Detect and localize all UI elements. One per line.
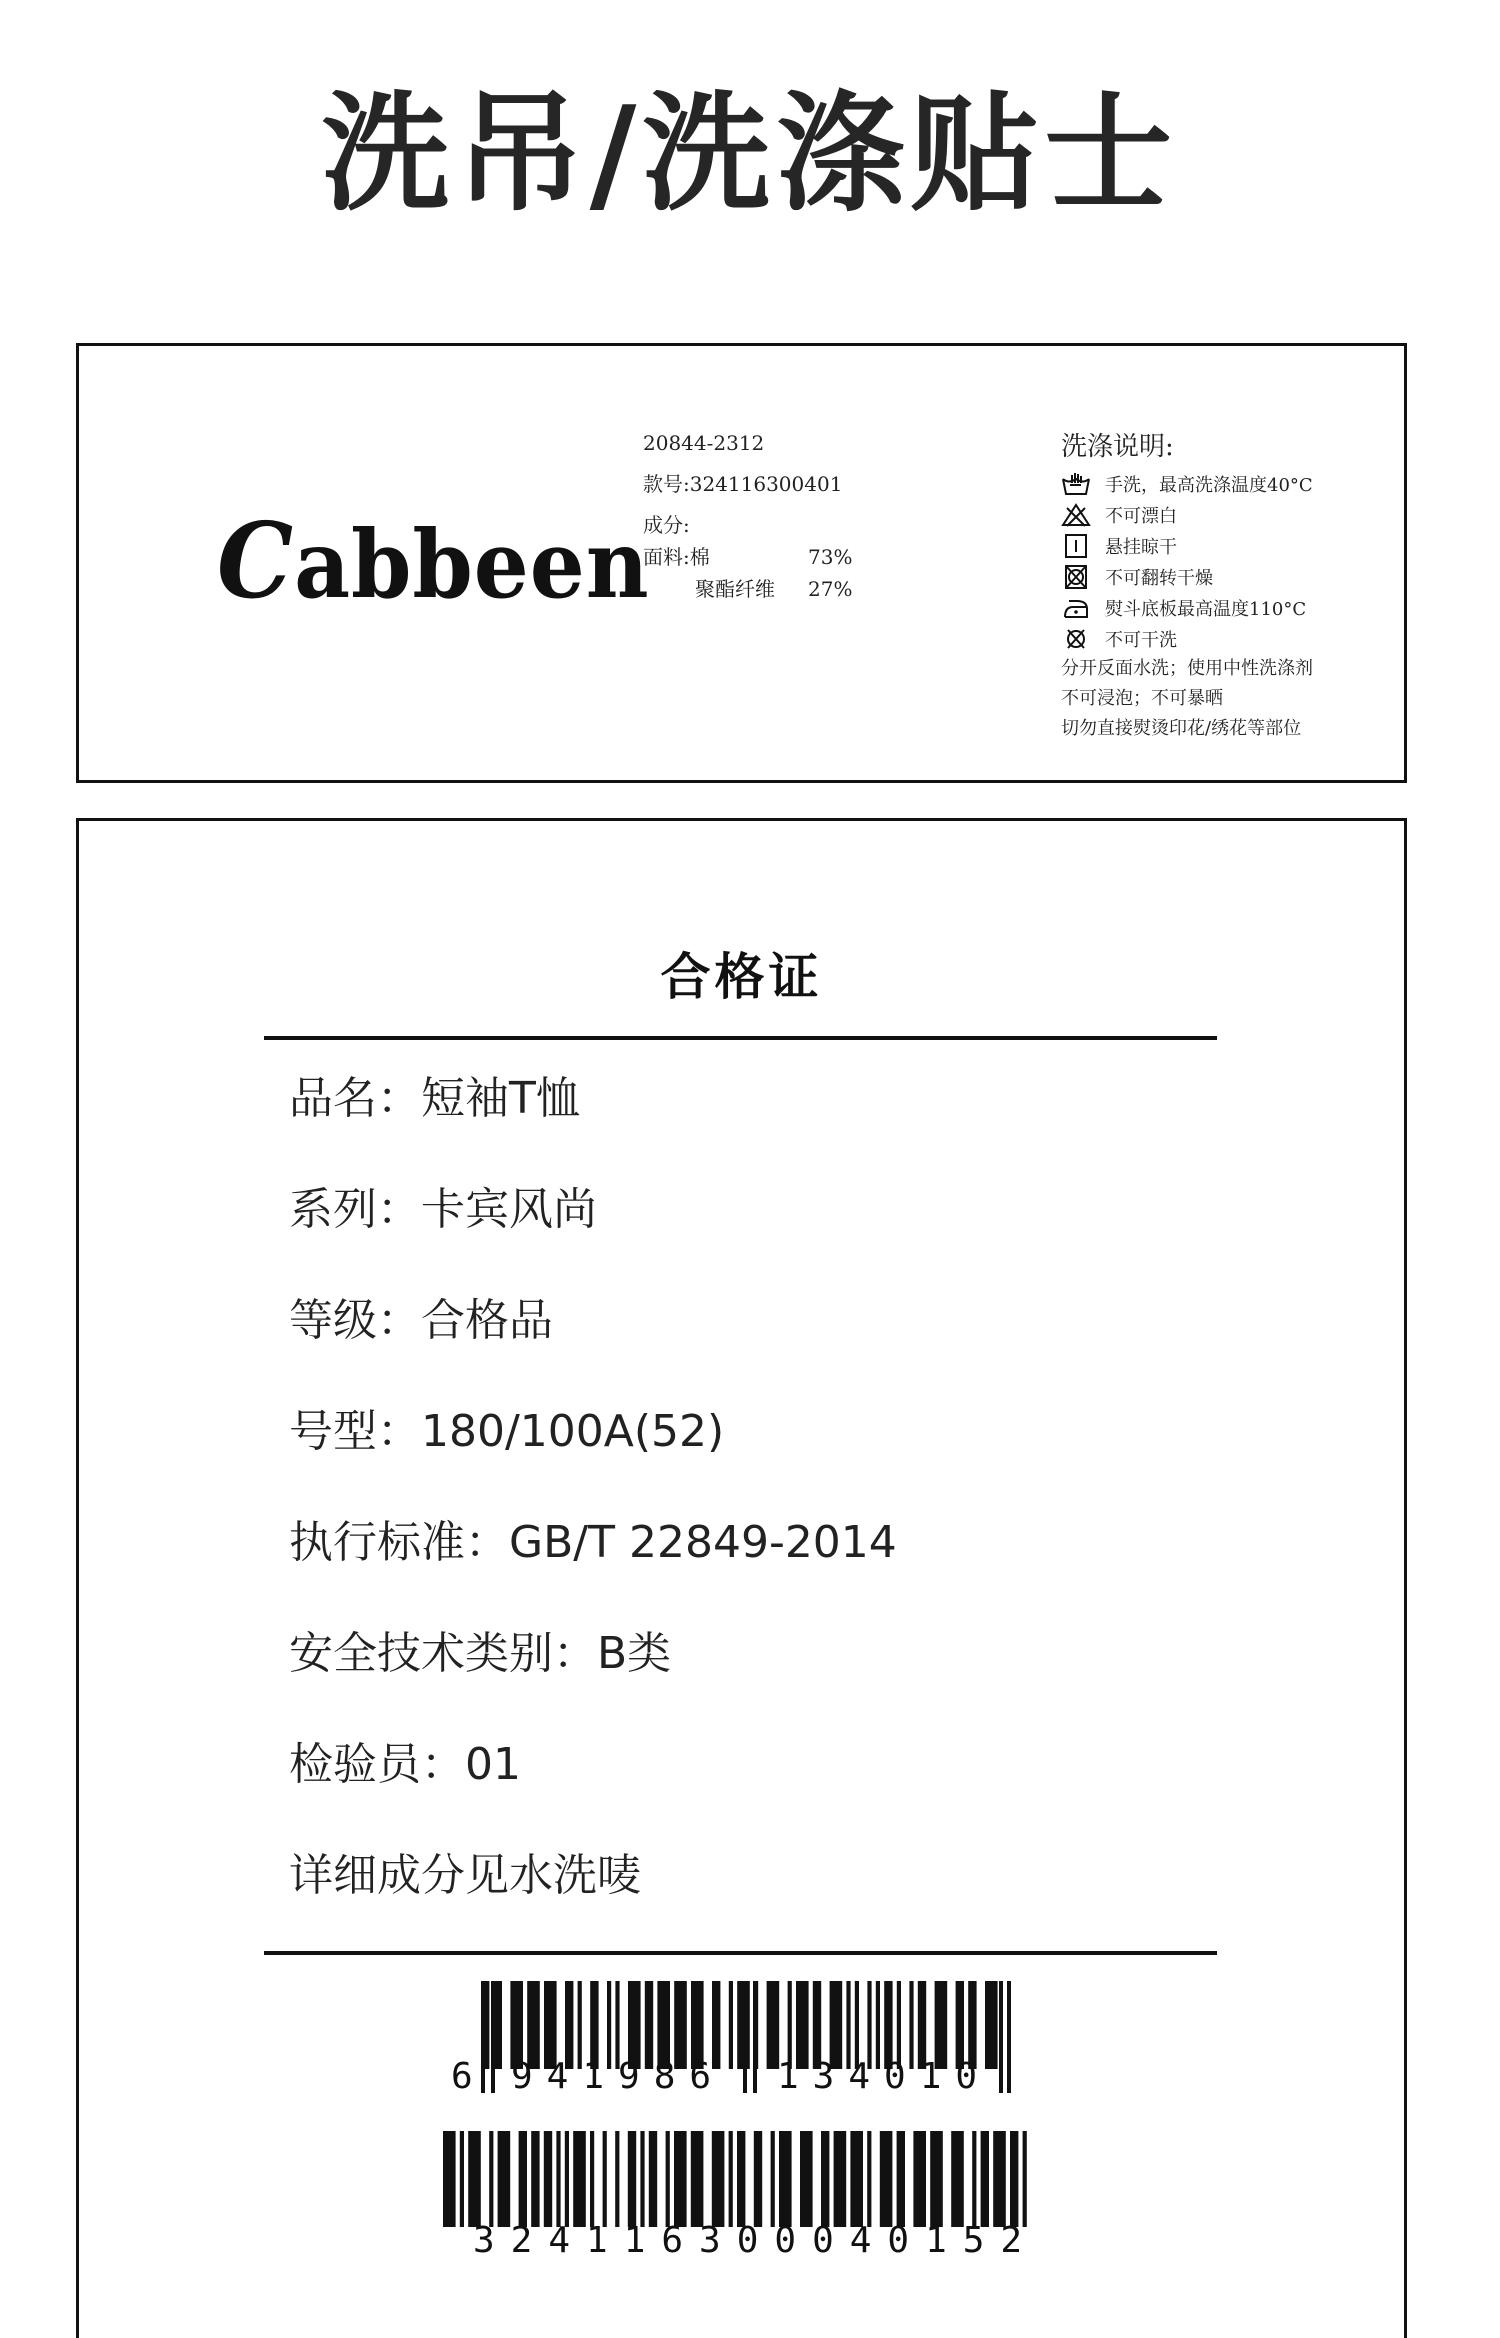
barcode-bar [800,2131,813,2227]
barcode-bar [913,2131,926,2227]
no-dry-clean-icon [1061,626,1091,652]
barcode-number: 324116300040152 [473,2220,1039,2261]
barcode-bar [519,2131,527,2227]
care-item [1061,468,1391,499]
barcode-bar [981,2131,989,2227]
certificate-fields [289,1069,1189,1957]
barcode-guard-bar [491,1981,495,2093]
certificate-field: 安全技术类别：B类 [289,1628,672,1679]
brand-logo [217,499,650,622]
barcode-bar [834,2131,847,2227]
care-text: 不可干洗 [1105,629,1177,651]
barcode-bar [779,2131,792,2227]
barcode-number-rest [511,2057,991,2097]
fabric-material: 面料:棉 [643,545,710,569]
barcode-bar [640,2131,644,2227]
barcode-right-group: 134010 [777,2056,992,2097]
barcode-bar [615,2131,619,2227]
care-text: 悬挂晾干 [1105,536,1177,558]
fabric-percent: 73% [808,545,853,569]
certificate-field: 等级：合格品 [289,1295,553,1346]
barcode-bar [930,2131,943,2227]
no-tumble-dry-icon [1061,564,1091,590]
barcode-bar [590,2131,594,2227]
barcode-bar [951,2131,964,2227]
barcode-bar [729,1981,733,2069]
barcode-guard-bar [999,1981,1003,2093]
barcode-bar [649,2131,657,2227]
certificate-card [76,818,1407,2338]
iron-icon [1061,595,1091,621]
care-text: 不可翻转干燥 [1105,567,1213,589]
wash-label-card [76,343,1407,783]
care-item [1061,592,1391,623]
barcode-bar [489,2131,493,2227]
care-item [1061,530,1391,561]
certificate-field: 品名：短袖T恤 [289,1073,580,1124]
care-text: 手洗，最高洗涤温度40°C [1105,474,1313,496]
barcode-bar [972,2131,976,2227]
no-bleach-icon [1061,502,1091,528]
barcode-bar [628,2131,636,2227]
barcode-guard-bar [1007,1981,1011,2093]
fabric-percent: 27% [808,577,853,601]
fabric-row [643,543,943,575]
barcode-bar [468,2131,481,2227]
barcode-bar [531,2131,539,2227]
barcode-bar [737,2131,745,2227]
certificate-field: 详细成分见水洗唛 [289,1850,641,1901]
style-number: 款号:324116300401 [643,472,843,496]
code128-barcode [443,2131,1053,2231]
certificate-field: 执行标准：GB/T 22849-2014 [289,1517,897,1568]
barcode-bar [603,2131,607,2227]
barcode-bar [754,2131,762,2227]
barcode-bar [1023,2131,1027,2227]
care-text: 不可漂白 [1105,505,1177,527]
barcode-left-group: 941986 [511,2056,726,2097]
barcode-bar [460,2131,464,2227]
certificate-field: 号型：180/100A(52) [289,1406,725,1457]
barcode-first-digit: 6 [451,2056,473,2097]
composition-label: 成分: [643,513,690,537]
certificate-field: 系列：卡宾风尚 [289,1184,597,1235]
barcode-bar [821,2131,829,2227]
brand-logo-rest: abbeen [294,510,650,620]
barcode-bar [897,2131,905,2227]
line-dry-icon [1061,533,1091,559]
barcode-bar [880,2131,893,2227]
fabric-row [643,575,943,607]
care-title: 洗涤说明: [1061,432,1174,462]
care-item [1061,623,1391,654]
barcode-bar [691,2131,704,2227]
label-info [643,429,943,607]
barcode-bar [565,2131,569,2227]
certificate-field: 检验员：01 [289,1739,521,1790]
hand-wash-icon [1061,471,1091,497]
divider [264,1951,1217,1955]
care-note: 切勿直接熨烫印花/绣花等部位 [1061,718,1302,739]
barcode-bar [850,2131,863,2227]
barcode-bar [544,2131,552,2227]
care-note: 不可浸泡；不可暴晒 [1061,688,1223,709]
barcode-bar [666,2131,670,2227]
certificate-title: 合格证 [660,948,823,1006]
barcode-bar [573,2131,586,2227]
barcode-bar [729,2131,733,2227]
barcode-bar [867,2131,871,2227]
care-text: 熨斗底板最高温度110°C [1105,598,1307,620]
barcode-bar [556,2131,560,2227]
barcode-bar [674,2131,687,2227]
barcode-digits [451,2057,487,2097]
barcode-bar [771,2131,775,2227]
brand-logo-initial: C [217,499,295,622]
barcode-bar [443,2131,456,2227]
barcode-bar [498,2131,511,2227]
care-item [1061,561,1391,592]
barcode-bar [993,2131,1006,2227]
care-note: 分开反面水洗；使用中性洗涤剂 [1061,658,1313,679]
care-instructions [1061,430,1391,744]
divider [264,1036,1217,1040]
care-item [1061,499,1391,530]
page-title: 洗吊/洗涤贴士 [321,80,1179,229]
product-code: 20844-2312 [643,431,765,455]
barcode-bar [1010,2131,1018,2227]
fabric-material: 聚酯纤维 [695,577,775,601]
barcode-bar [712,2131,725,2227]
